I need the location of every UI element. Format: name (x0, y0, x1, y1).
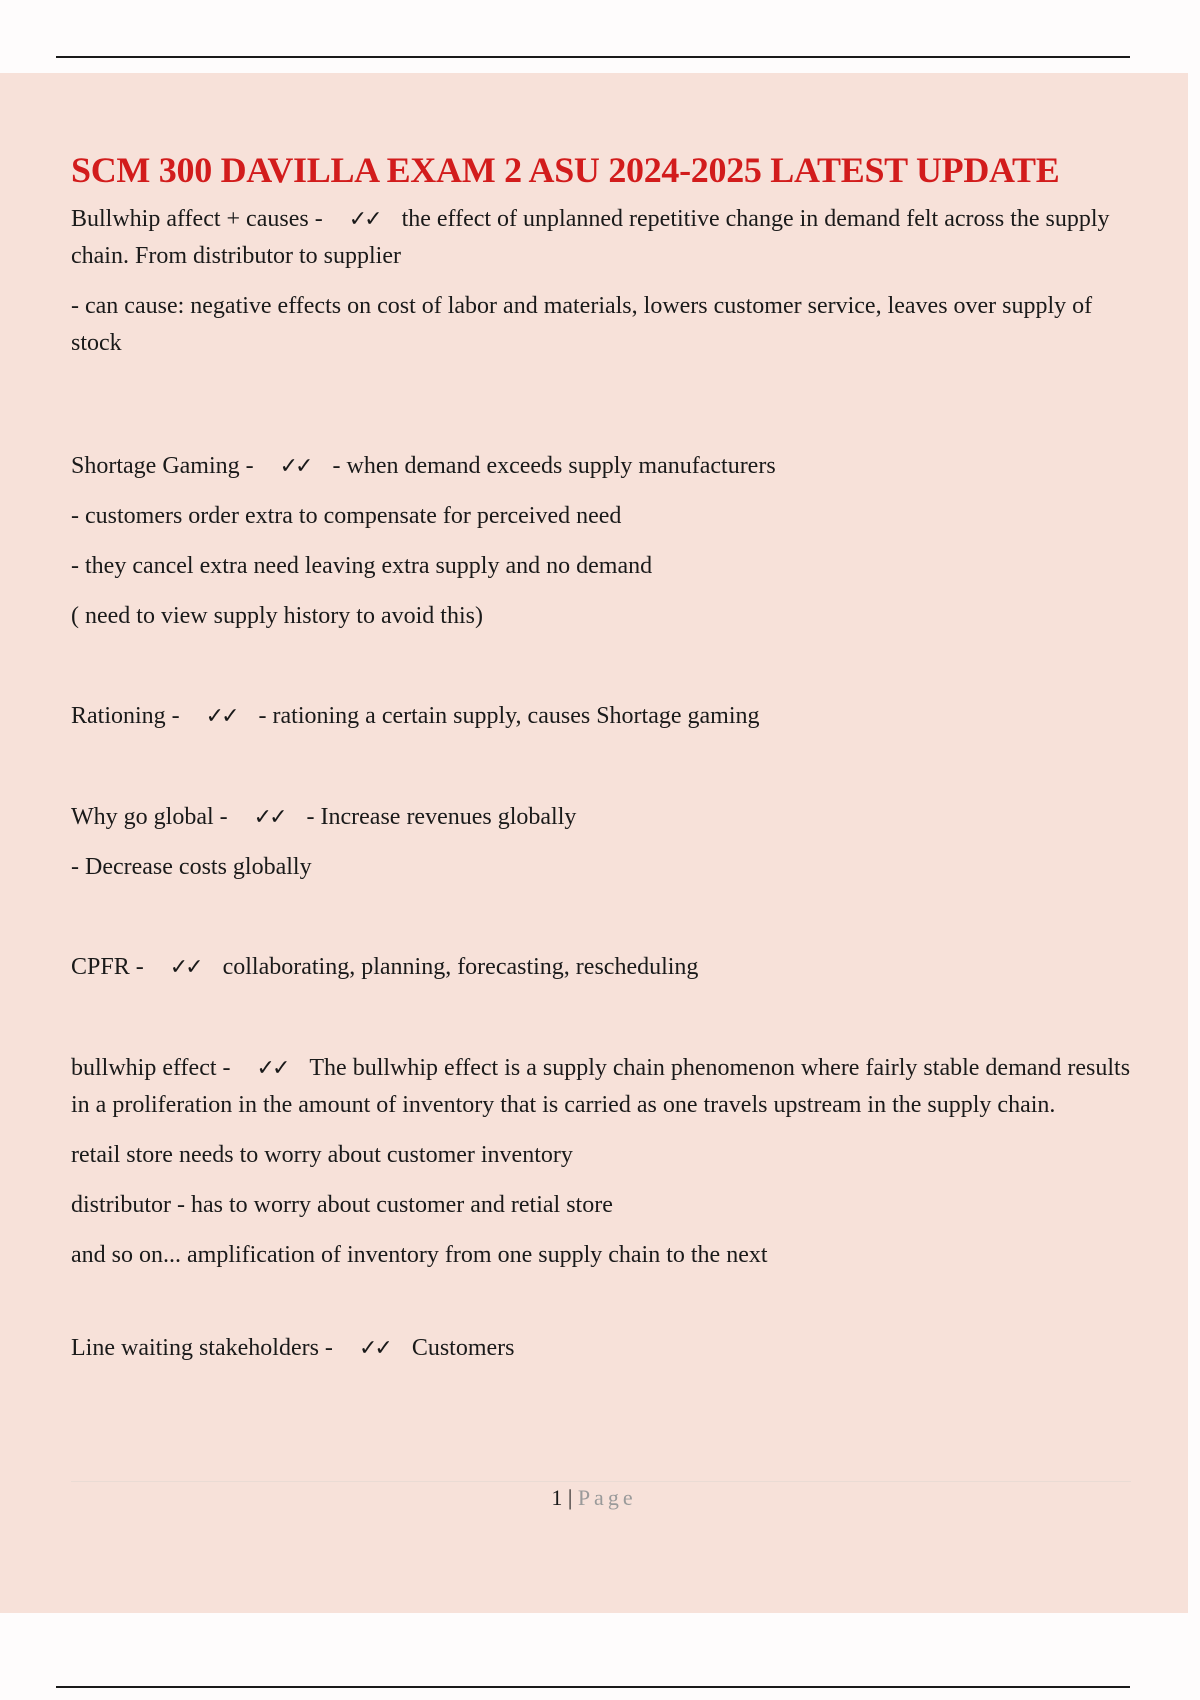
entry-definition: The bullwhip effect is a supply chain phenomenon where fairly stable demand results in a proliferation in the amount of inventory that is carried as one travels upstream in the supply chain. (71, 1055, 1131, 1118)
document-page (0, 73, 1188, 1613)
entry-definition: the effect of unplanned repetitive change in demand felt across the supply chain. From distributor to supplier (71, 206, 1110, 269)
double-check-icon: ✓✓ (348, 207, 380, 232)
entry-term: Line waiting stakeholders - (71, 1335, 333, 1361)
double-check-icon: ✓✓ (279, 454, 311, 479)
flashcard-entry (71, 1050, 1131, 1274)
footer-rule (71, 1481, 1131, 1482)
document-title: SCM 300 DAVILLA EXAM 2 ASU 2024-2025 LATEST UPDATE (71, 150, 1060, 190)
document-content (71, 148, 1131, 1367)
entry-line (71, 698, 1131, 735)
entry-definition: Customers (411, 1335, 515, 1361)
flashcard-entry (71, 799, 1131, 886)
flashcard-entry (71, 698, 1131, 735)
entry-detail: retail store needs to worry about customer inventory (71, 1142, 573, 1168)
double-check-icon: ✓✓ (256, 1056, 288, 1081)
entry-term: Bullwhip affect + causes - (71, 206, 323, 232)
entry-detail: distributor - has to worry about customer and retial store (71, 1192, 613, 1218)
entry-line (71, 1330, 1131, 1367)
entry-line (71, 201, 1131, 275)
entry-definition: - when demand exceeds supply manufacturers (332, 453, 776, 479)
double-check-icon: ✓✓ (169, 955, 201, 980)
entry-line (71, 1050, 1131, 1124)
flashcard-entry (71, 1330, 1131, 1367)
bottom-rule (56, 1686, 1130, 1688)
entry-line (71, 799, 1131, 836)
entry-definition: - rationing a certain supply, causes Shortage gaming (258, 703, 760, 729)
flashcard-entry (71, 201, 1131, 362)
entry-term: bullwhip effect - (71, 1055, 231, 1081)
entry-detail: and so on... amplification of inventory from one supply chain to the next (71, 1242, 768, 1268)
entry-term: CPFR - (71, 954, 144, 980)
flashcard-entry (71, 448, 1131, 635)
entry-detail: - can cause: negative effects on cost of labor and materials, lowers customer service, leaves over supply of stock (71, 293, 1093, 356)
header-rule (56, 56, 1130, 58)
entry-term: Why go global - (71, 804, 228, 830)
entry-detail: - Decrease costs globally (71, 854, 312, 880)
entry-definition: - Increase revenues globally (306, 804, 577, 830)
entry-detail: - customers order extra to compensate for perceived need (71, 503, 622, 529)
page-footer (0, 1483, 1188, 1513)
entry-detail: ( need to view supply history to avoid this) (71, 603, 483, 629)
double-check-icon: ✓✓ (253, 805, 285, 830)
entry-line (71, 448, 1131, 485)
double-check-icon: ✓✓ (358, 1336, 390, 1361)
page-number: 1 | (551, 1485, 578, 1510)
entry-term: Rationing - (71, 703, 180, 729)
entry-line (71, 949, 1131, 986)
double-check-icon: ✓✓ (205, 704, 237, 729)
entry-definition: collaborating, planning, forecasting, rescheduling (222, 954, 699, 980)
flashcard-entry (71, 949, 1131, 986)
entry-detail: - they cancel extra need leaving extra supply and no demand (71, 553, 653, 579)
page-label: Page (577, 1485, 637, 1510)
entry-term: Shortage Gaming - (71, 453, 254, 479)
